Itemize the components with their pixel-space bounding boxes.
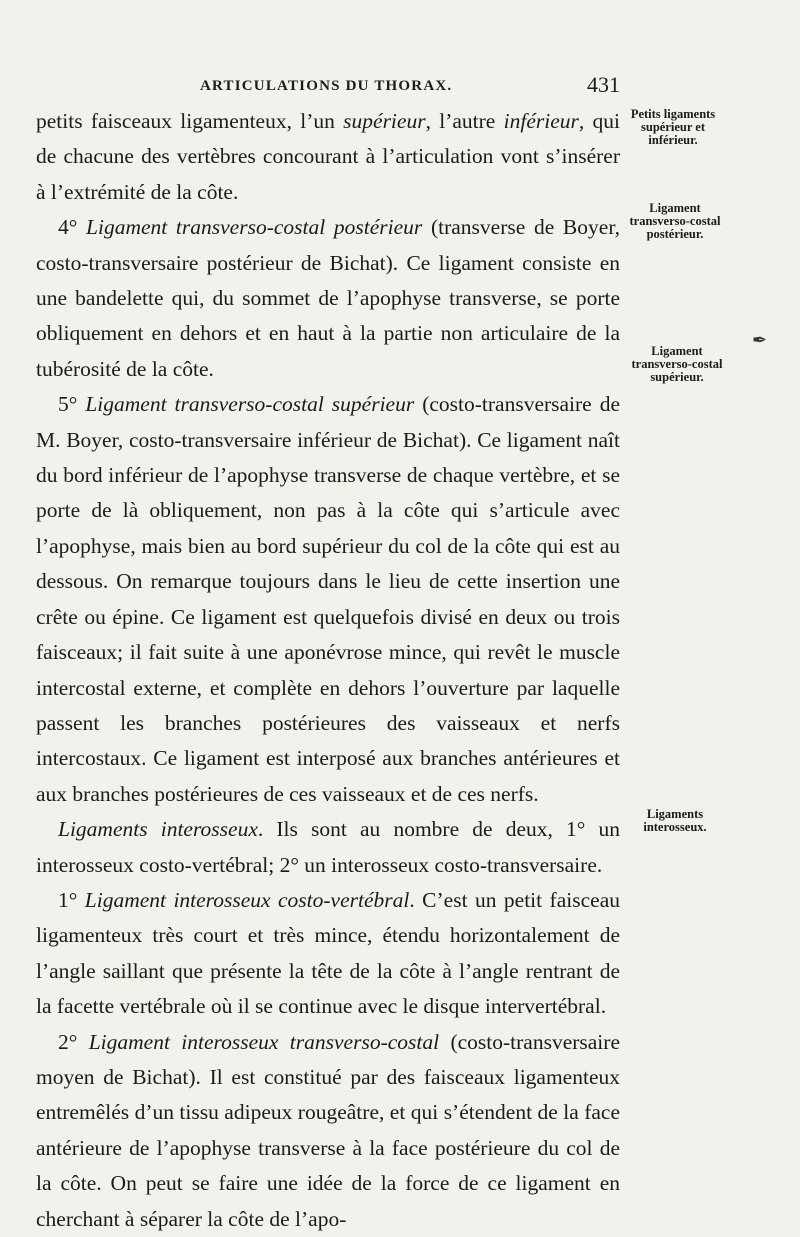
margin-note-petits-ligaments: Petits ligaments supérieur et inférieur.	[630, 107, 716, 147]
paragraph	[36, 1025, 620, 1237]
text-run: 2°	[58, 1029, 89, 1054]
text-run: petits faisceaux ligamenteux, l’un	[36, 109, 344, 133]
text-run: (costo-transversaire moyen de Bichat). Il est constitué par des faisceaux ligamenteux entremêlés d’un tissu adipeux rougeâtre, et qui s’étendent de la face antérieure de l’apophyse transverse à la face postérieure du col de la côte. On peut se faire une idée de la force de ce ligament en cherchant à séparer la côte de l’apo-	[36, 1029, 620, 1231]
italic-term: inférieur	[503, 109, 579, 133]
text-run: , l’autre	[425, 109, 504, 133]
text-run: (transverse de Boyer, costo-transversaire postérieur de Bichat). Ce ligament consiste en une bandelette qui, du sommet de l’apophyse transverse, se porte obliquement en dehors et en haut à la partie non articulaire de la tubérosité de la côte.	[36, 215, 620, 381]
page-number: 431	[587, 72, 620, 97]
margin-note-transverso-costal-superieur: Ligament transverso-costal supérieur.	[631, 344, 723, 384]
text-run: 1°	[58, 887, 85, 912]
paragraph	[36, 883, 620, 1025]
italic-term: supérieur	[343, 109, 426, 133]
text-run: , qui de chacune des vertèbres concourant à l’articulation vont s’insérer à l’extrémité de la côte.	[36, 109, 621, 204]
paragraph	[36, 387, 620, 812]
italic-term: Ligament interosseux transverso-costal	[88, 1029, 440, 1054]
page-header	[200, 72, 620, 102]
paragraph	[36, 812, 620, 883]
paragraph	[36, 210, 620, 387]
italic-term: Ligaments interosseux	[58, 817, 258, 842]
text-run: 5°	[58, 392, 86, 417]
margin-note-transverso-costal-posterieur: Ligament transverso-costal postérieur.	[629, 201, 721, 241]
paragraph	[36, 104, 620, 210]
ink-mark-icon: ✒	[752, 330, 768, 350]
body-text	[36, 104, 620, 1237]
italic-term: Ligament transverso-costal postérieur	[86, 215, 423, 240]
margin-note-ligaments-interosseux: Ligaments interosseux.	[643, 807, 707, 834]
text-run: . C’est un petit faisceau ligamenteux très court et très mince, étendu horizontalement de l’angle saillant que présente la tête de la côte à l’angle rentrant de la facette vertébrale où il se continue avec le disque intervertébral.	[36, 887, 620, 1019]
italic-term: Ligament transverso-costal supérieur	[85, 392, 415, 417]
text-run: . Ils sont au nombre de deux, 1° un interosseux costo-vertébral; 2° un interosseux costo-transversaire.	[36, 817, 621, 877]
text-run: 4°	[58, 215, 87, 240]
running-title: ARTICULATIONS DU THORAX.	[200, 78, 453, 94]
italic-term: Ligament interosseux costo-vertébral	[84, 887, 410, 912]
text-run: (costo-transversaire de M. Boyer, costo-transversaire inférieur de Bichat). Ce ligament naît du bord inférieur de l’apophyse transverse de chaque vertèbre, et se porte de là obliquement, non pas à la côte qui s’articule avec l’apophyse, mais bien au bord supérieur du col de la côte qui est au dessous. On remarque toujours dans le lieu de cette insertion une crête ou épine. Ce ligament est quelquefois divisé en deux ou trois faisceaux; il fait suite à une aponévrose mince, qui revêt le muscle intercostal externe, et complète en dehors l’ouverture par laquelle passent les branches postérieures des vaisseaux et nerfs intercostaux. Ce ligament est interposé aux branches antérieures et aux branches postérieures de ces vaisseaux et de ces nerfs.	[36, 392, 620, 806]
